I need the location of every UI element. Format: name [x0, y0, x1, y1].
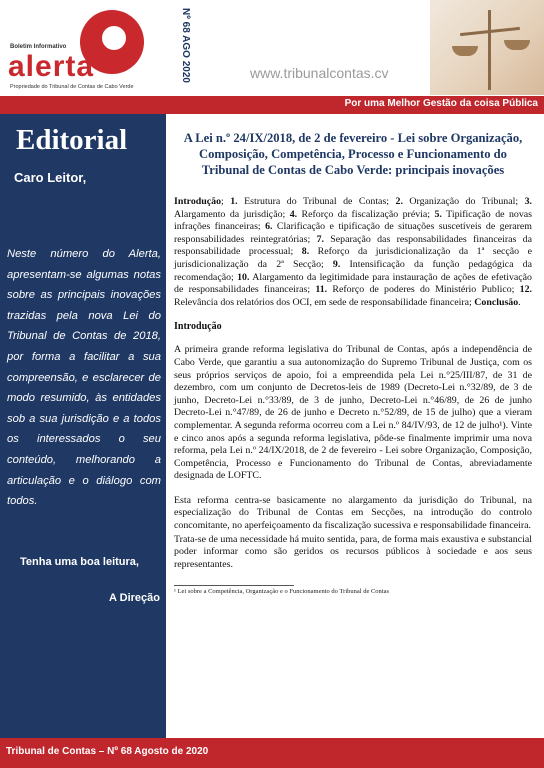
summary-text: . — [518, 296, 521, 308]
editorial-title: Editorial — [16, 124, 128, 156]
paragraph: Esta reforma centra-se basicamente no alargamento da jurisdição do Tribunal, na especialização do Tribunal de Contas em Secções, na introdução do controlo concomitante, no aperfeiçoamento da fiscalização sucessiva e responsabilidade financeira. — [174, 494, 532, 532]
summary-text: Reforço da jurisdicionalização da 1ª secção e jurisdicionalização da 2ª Secção; — [174, 246, 532, 270]
article-title: A Lei n.º 24/IX/2018, de 2 de fevereiro - Lei sobre Organização, Composição, Competência, Processo e Funcionamento do Tribunal de Contas de Cabo Verde: principais inovações — [183, 131, 523, 177]
editorial-signature: A Direção — [109, 592, 160, 604]
footnote-divider — [174, 585, 294, 586]
summary-label: 12. — [519, 284, 532, 296]
logo-subtitle: Boletim Informativo — [10, 44, 67, 50]
issue-number: Nº 68 AGO 2020 — [180, 8, 191, 83]
summary-text: Separação das responsabilidades financeiras da responsabilidade processual; — [174, 233, 532, 258]
article-summary — [174, 196, 532, 309]
summary-label: 2. — [395, 196, 403, 207]
logo-wordmark: alerta — [8, 50, 95, 83]
paragraph: Trata-se de uma necessidade há muito sentida, para, de forma mais exaustiva e substancial poder informar como são geridos os recursos públicos à sociedade e aos seus representantes. — [174, 533, 532, 570]
summary-label: Introdução — [174, 196, 222, 207]
alerta-logo — [6, 8, 176, 93]
summary-text: Alargamento da legitimidade para instauração de ações de efetivação de responsabilidades financeiras; — [174, 271, 532, 296]
footer-text: Tribunal de Contas – Nº 68 Agosto de 2020 — [6, 746, 209, 757]
editorial-closing: Tenha uma boa leitura, — [20, 556, 139, 568]
summary-label: 8. — [301, 246, 310, 258]
summary-text: Estrutura do Tribunal de Contas; — [237, 196, 396, 207]
summary-text: Clarificação e tipificação de situações suscetíveis de gerarem responsabilidades reintegratórias; — [174, 221, 532, 245]
editorial-body: Neste número do Alerta, apresentam-se algumas notas sobre as principais inovações trazidas pela nova Lei do Tribunal de Contas de 2018, por forma a facilitar a sua compreensão, e esclarecer de modo resumido, às entidades sob a sua jurisdição e a todos os interessados o seu conteúdo, melhorando a articulação e o diálogo com todos. — [7, 248, 161, 508]
slogan: Por uma Melhor Gestão da coisa Pública — [344, 98, 538, 109]
editorial-greeting: Caro Leitor, — [14, 170, 87, 185]
summary-text: Tipificação de novas infrações financeiras; — [174, 208, 532, 233]
summary-text: Organização do Tribunal; — [402, 196, 525, 207]
summary-text: Alargamento da jurisdição; — [174, 208, 290, 220]
summary-label: 7. — [316, 233, 324, 245]
footnote: ¹ Lei sobre a Competência, Organização e o Funcionamento do Tribunal de Contas — [174, 588, 390, 596]
paragraph: A primeira grande reforma legislativa do Tribunal de Contas, após a independência de Cabo Verde, que garantiu a sua autonomização do Supremo Tribunal de Justiça, com os seus próprios serviços de apoio, foi a empreendida pela Lei n.°25/III/87, de 31 de dezembro, com um conjunto de Decretos-leis de 1989 (Decreto-Lei n.°32/89, de 3 de junho, Decreto-Lei n.°33/89, de 3 de junho, Decreto-Lei n.°46/89, de 26 de junho Decreto-Lei n.°47/89, de 26 de junho e Decreto n.°52/89, de 15 de julho) que a vieram complementar. A segunda reforma ocorreu com a Lei n.º 84/IV/93, de 12 de julho¹). Vinte e cinco anos após a segunda reforma legislativa, pôde-se finalmente imprimir uma nova reforma, pela Lei n.º 24/IX/2018, de 2 de fevereiro - Lei sobre Organização, Composição, Competência, Processo e Funcionamento do Tribunal de Contas, abreviadamente designada de LOFTC. — [174, 344, 532, 482]
slogan-bar — [0, 96, 544, 114]
summary-label: 5. — [434, 208, 442, 220]
summary-label: 9. — [332, 258, 341, 270]
summary-label: 11. — [315, 284, 328, 296]
editorial-sidebar — [0, 114, 166, 738]
summary-text: Reforço de poderes do Ministério Publico; — [327, 284, 520, 296]
logo-tagline: Propriedade do Tribunal de Contas de Cabo Verde — [10, 84, 134, 90]
footer-bar — [0, 738, 544, 768]
summary-text: Relevância dos relatórios dos OCI, em sede de responsabilidade financeira; — [174, 296, 475, 308]
website-url[interactable]: www.tribunalcontas.cv — [250, 65, 389, 81]
summary-label: 6. — [265, 221, 273, 233]
summary-label: 10. — [237, 271, 250, 283]
section-heading: Introdução — [174, 321, 222, 333]
article — [174, 130, 532, 595]
summary-label: 4. — [289, 208, 298, 220]
summary-label: 3. — [524, 196, 532, 207]
summary-text: ; — [221, 196, 231, 207]
summary-label: 1. — [230, 196, 238, 207]
summary-text: Reforço da fiscalização prévia; — [297, 208, 435, 220]
summary-label: Conclusão — [474, 296, 519, 308]
justice-scales-image — [430, 0, 544, 95]
masthead — [0, 0, 544, 95]
summary-text: Intensificação da função pedagógica da recomendação; — [174, 258, 532, 283]
